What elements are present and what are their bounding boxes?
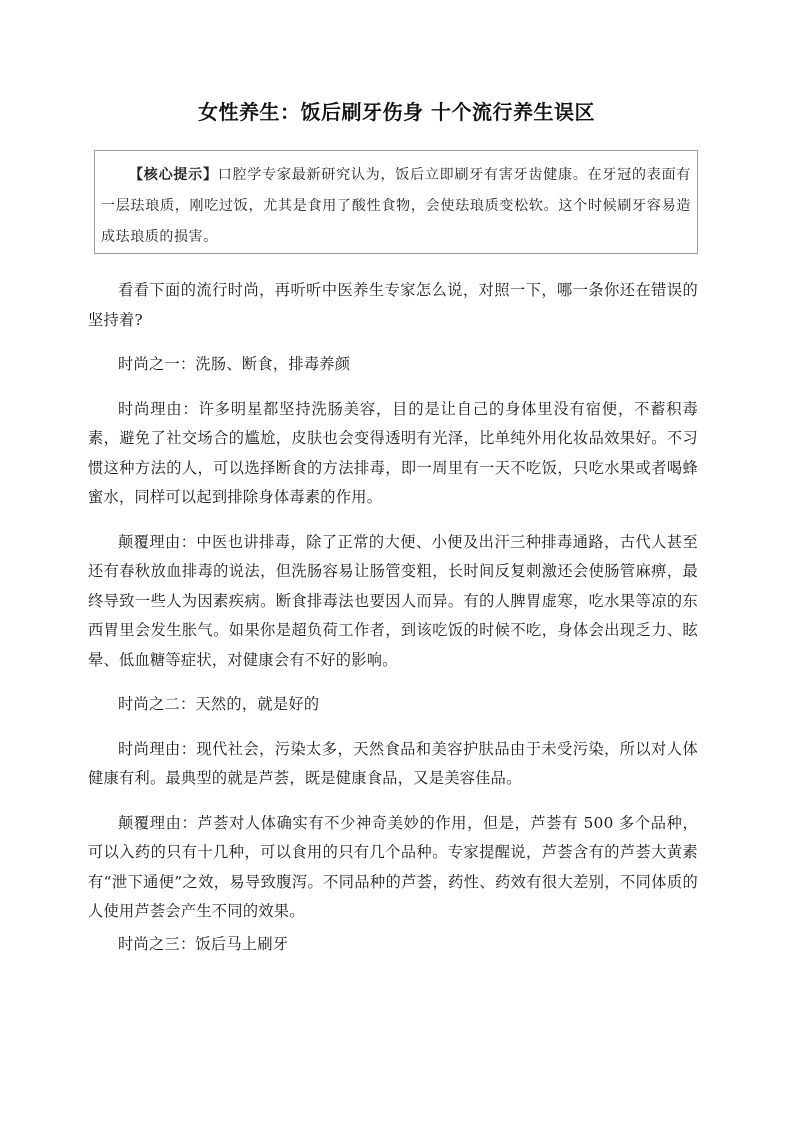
article-body (88, 276, 698, 974)
trend-heading-1: 时尚之一：洗肠、断食，排毒养颜 (118, 355, 351, 373)
core-tip-box (94, 150, 698, 254)
trend-reason-1: 时尚理由：许多明星都坚持洗肠美容，目的是让自己的身体里没有宿便，不蓄积毒素，避免了社交场合的尴尬，皮肤也会变得透明有光泽，比单纯外用化妆品效果好。不习惯这种方法的人，可以选择断食的方法排毒，即一周里有一天不吃饭，只吃水果或者喝蜂蜜水，同样可以起到排除身体毒素的作用。 (88, 399, 698, 506)
core-tip-label: 【核心提示】 (129, 167, 218, 183)
intro-paragraph: 看看下面的流行时尚，再听听中医养生专家怎么说，对照一下，哪一条你还在错误的坚持着? (88, 281, 698, 329)
trend-reason-2: 时尚理由：现代社会，污染太多，天然食品和美容护肤品由于未受污染，所以对人体健康有利。最典型的就是芦荟，既是健康食品，又是美容佳品。 (88, 739, 698, 787)
trend-heading-2: 时尚之二：天然的，就是好的 (118, 695, 320, 713)
page-title: 女性养生：饭后刷牙伤身 十个流行养生误区 (198, 100, 595, 124)
rebuttal-1: 颠覆理由：中医也讲排毒，除了正常的大便、小便及出汗三种排毒通路，古代人甚至还有春秋放血排毒的说法，但洗肠容易让肠管变粗，长时间反复刺激还会使肠管麻痹，最终导致一些人为因素疾病。断食排毒法也要因人而异。有的人脾胃虚寒，吃水果等凉的东西胃里会发生胀气。如果你是超负荷工作者，到该吃饭的时候不吃，身体会出现乏力、眩晕、低血糖等症状，对健康会有不好的影响。 (88, 532, 698, 669)
trend-heading-3: 时尚之三：饭后马上刷牙 (118, 934, 289, 953)
core-tip-text: 口腔学专家最新研究认为，饭后立即刷牙有害牙齿健康。在牙冠的表面有一层珐琅质，刚吃过饭，尤其是食用了酸性食物，会使珐琅质变松软。这个时候刷牙容易造成珐琅质的损害。 (101, 167, 691, 245)
rebuttal-2: 颠覆理由：芦荟对人体确实有不少神奇美妙的作用，但是，芦荟有 500 多个品种，可以入药的只有十几种，可以食用的只有几个品种。专家提醒说，芦荟含有的芦荟大黄素有“泄下通便”之效，易导致腹泻。不同品种的芦荟，药性、药效有很大差别，不同体质的人使用芦荟会产生不同的效果。 (88, 813, 698, 920)
